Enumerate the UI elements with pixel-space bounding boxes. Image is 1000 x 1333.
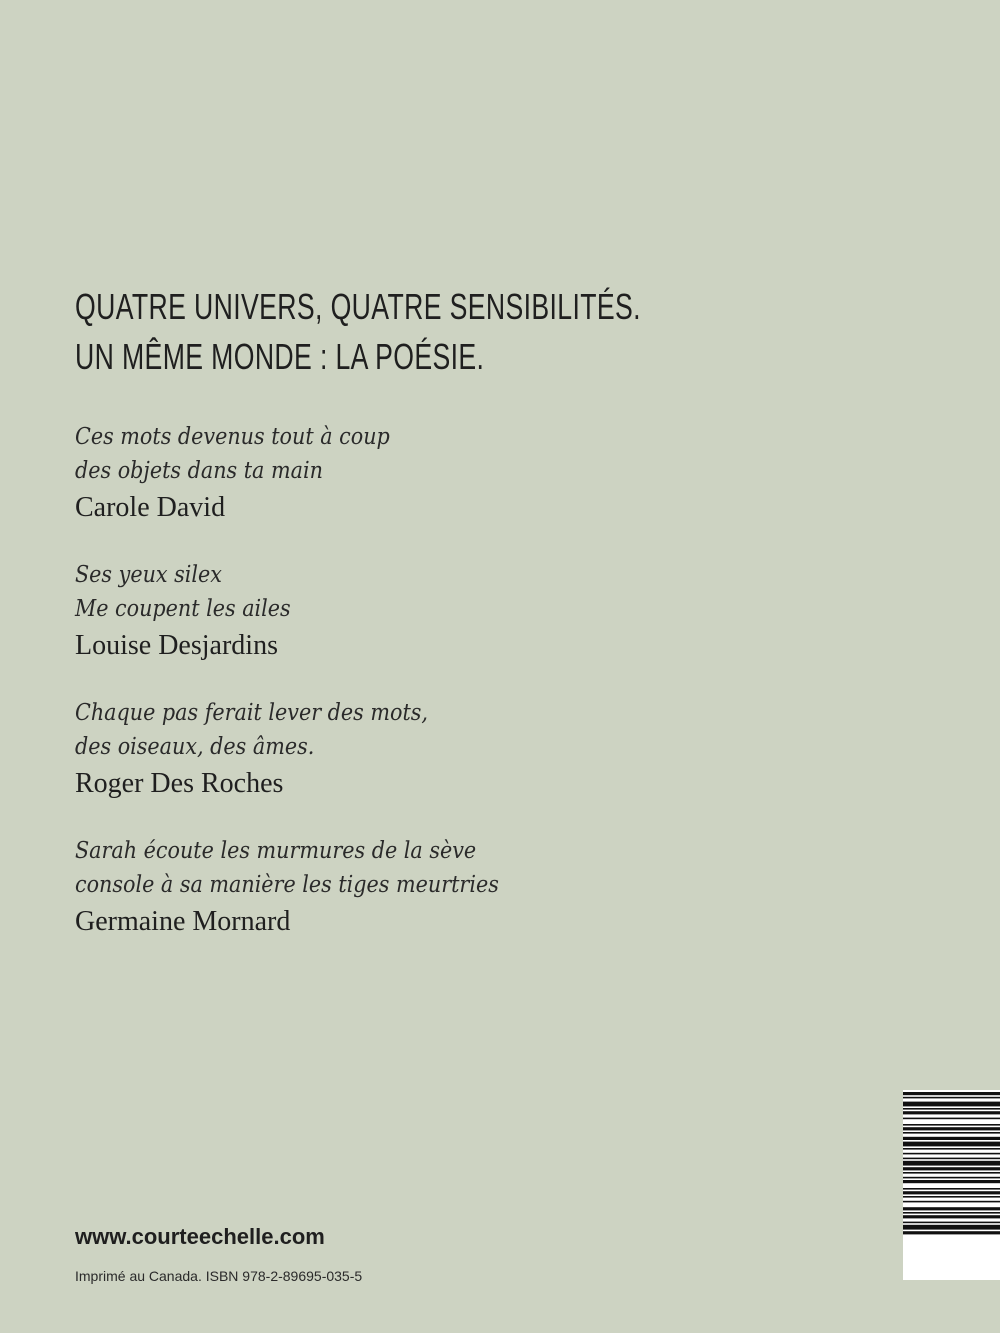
quote-verse-line: des objets dans ta main [75, 458, 323, 484]
quotes-section [75, 420, 675, 972]
quote-verse-line: Chaque pas ferait lever des mots, [75, 700, 428, 726]
barcode-bar [903, 1158, 1000, 1160]
quote-block [75, 696, 675, 834]
website-link[interactable]: www.courteechelle.com [75, 1224, 325, 1249]
headline [75, 282, 641, 382]
quote-author: Roger Des Roches [75, 768, 284, 799]
barcode-bar [903, 1142, 1000, 1147]
barcode-bar [903, 1111, 1000, 1114]
barcode-graphic [903, 1090, 1000, 1280]
barcode-bar [903, 1108, 1000, 1110]
barcode-bar [903, 1118, 1000, 1120]
quote-author: Louise Desjardins [75, 630, 278, 661]
quote-block [75, 834, 675, 972]
headline-line-1: QUATRE UNIVERS, QUATRE SENSIBILITÉS. [75, 286, 641, 327]
quote-verse-line: Ces mots devenus tout à coup [75, 424, 390, 450]
quote-verse-line: Ses yeux silex [75, 562, 222, 588]
quote-verse-line: Me coupent les ailes [75, 596, 291, 622]
barcode-icon [903, 1090, 1000, 1280]
barcode-bar [903, 1127, 1000, 1130]
barcode-bar [903, 1167, 1000, 1170]
barcode-bar [903, 1137, 1000, 1140]
quote-author: Germaine Mornard [75, 906, 291, 937]
barcode-bar [903, 1097, 1000, 1099]
barcode-bar [903, 1153, 1000, 1155]
quote-author: Carole David [75, 492, 226, 523]
barcode-bar [903, 1225, 1000, 1230]
headline-line-2: UN MÊME MONDE : LA POÉSIE. [75, 336, 485, 377]
quote-verse-line: console à sa manière les tiges meurtries [75, 872, 499, 898]
barcode-bar [903, 1092, 1000, 1095]
barcode-bar [903, 1231, 1000, 1234]
barcode-bar [903, 1196, 1000, 1198]
barcode-bar [903, 1132, 1000, 1134]
barcode-bar [903, 1207, 1000, 1210]
quote-verse-line: Sarah écoute les murmures de la sève [75, 838, 477, 864]
barcode-bar [903, 1212, 1000, 1214]
quote-block [75, 420, 675, 558]
barcode-bar [903, 1177, 1000, 1179]
imprint-isbn: Imprimé au Canada. ISBN 978-2-89695-035-5 [75, 1268, 363, 1284]
barcode-bar [903, 1191, 1000, 1194]
barcode-bar [903, 1188, 1000, 1190]
barcode-bar [903, 1124, 1000, 1126]
barcode-bar [903, 1222, 1000, 1224]
barcode-bar [903, 1172, 1000, 1174]
barcode-bar [903, 1215, 1000, 1218]
barcode-bar [903, 1201, 1000, 1203]
barcode-bar [903, 1180, 1000, 1183]
quote-verse-line: des oiseaux, des âmes. [75, 734, 315, 760]
quote-block [75, 558, 675, 696]
barcode-bar [903, 1148, 1000, 1150]
barcode-bar [903, 1102, 1000, 1107]
barcode-bar [903, 1161, 1000, 1166]
